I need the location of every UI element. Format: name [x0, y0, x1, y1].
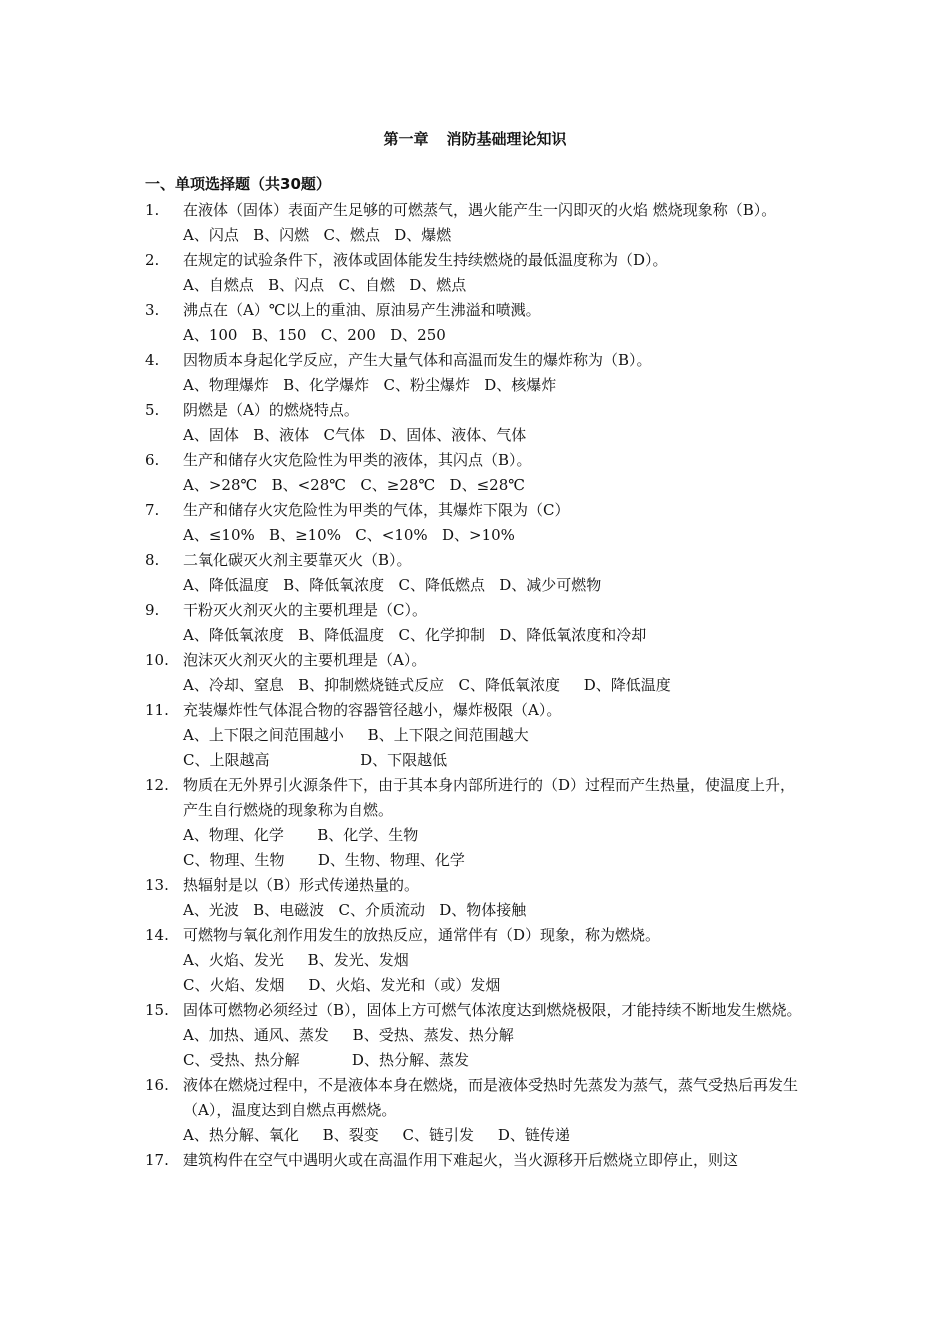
answer-options: C、受热、热分解 D、热分解、蒸发 — [183, 1051, 469, 1069]
question-item — [145, 248, 810, 298]
answer-options: C、火焰、发烟 D、火焰、发光和（或）发烟 — [183, 976, 501, 994]
question-number: 12. — [145, 776, 169, 794]
chapter-title: 消防基础理论知识 — [446, 130, 567, 148]
question-text: 因物质本身起化学反应，产生大量气体和高温而发生的爆炸称为（B）。 — [183, 351, 652, 369]
question-stem — [145, 298, 810, 323]
question-stem — [145, 1148, 810, 1173]
question-number: 7. — [145, 501, 160, 519]
question-text: 液体在燃烧过程中，不是液体本身在燃烧，而是液体受热时先蒸发为蒸气，蒸气受热后再发生（A），温度达到自燃点再燃烧。 — [183, 1076, 799, 1119]
question-stem — [145, 248, 810, 273]
answer-options: A、加热、通风、蒸发 B、受热、蒸发、热分解 — [183, 1026, 514, 1044]
question-text: 在液体（固体）表面产生足够的可燃蒸气，遇火能产生一闪即灭的火焰 燃烧现象称（B）。 — [183, 201, 777, 219]
answer-options: C、物理、生物 D、生物、物理、化学 — [183, 851, 465, 869]
question-item — [145, 1148, 810, 1173]
answer-options: A、降低温度 B、降低氧浓度 C、降低燃点 D、减少可燃物 — [183, 576, 602, 594]
question-stem — [145, 448, 810, 473]
question-item — [145, 548, 810, 598]
question-stem — [145, 498, 810, 523]
question-stem — [145, 923, 810, 948]
question-item — [145, 648, 810, 698]
question-text: 阴燃是（A）的燃烧特点。 — [183, 401, 359, 419]
question-text: 生产和储存火灾危险性为甲类的液体，其闪点（B）。 — [183, 451, 532, 469]
question-text: 可燃物与氧化剂作用发生的放热反应，通常伴有（D）现象，称为燃烧。 — [183, 926, 661, 944]
question-item — [145, 498, 810, 548]
answer-options: A、100 B、150 C、200 D、250 — [183, 326, 446, 344]
question-stem — [145, 698, 810, 723]
question-item — [145, 348, 810, 398]
question-text: 二氧化碳灭火剂主要靠灭火（B）。 — [183, 551, 412, 569]
question-number: 6. — [145, 451, 160, 469]
question-number: 11. — [145, 701, 169, 719]
answer-options: A、火焰、发光 B、发光、发烟 — [183, 951, 409, 969]
question-number: 5. — [145, 401, 160, 419]
section-heading: 一、单项选择题（共30题） — [145, 175, 331, 193]
answer-options: A、冷却、窒息 B、抑制燃烧链式反应 C、降低氧浓度 D、降低温度 — [183, 676, 671, 694]
question-stem — [145, 198, 810, 223]
question-stem — [145, 773, 810, 823]
question-stem — [145, 348, 810, 373]
question-text: 固体可燃物必须经过（B），固体上方可燃气体浓度达到燃烧极限，才能持续不断地发生燃烧。 — [183, 1001, 802, 1019]
question-stem — [145, 1073, 810, 1123]
question-item — [145, 448, 810, 498]
question-text: 充装爆炸性气体混合物的容器管径越小，爆炸极限（A）。 — [183, 701, 562, 719]
question-number: 9. — [145, 601, 160, 619]
answer-options: A、热分解、氧化 B、裂变 C、链引发 D、链传递 — [183, 1126, 570, 1144]
question-number: 16. — [145, 1076, 169, 1094]
question-stem — [145, 873, 810, 898]
answer-options: A、上下限之间范围越小 B、上下限之间范围越大 — [183, 726, 529, 744]
question-number: 8. — [145, 551, 160, 569]
question-number: 2. — [145, 251, 160, 269]
question-number: 4. — [145, 351, 160, 369]
question-item — [145, 398, 810, 448]
answer-options: A、≤10% B、≥10% C、<10% D、>10% — [183, 526, 515, 544]
answer-options: A、光波 B、电磁波 C、介质流动 D、物体接触 — [183, 901, 527, 919]
question-text: 建筑构件在空气中遇明火或在高温作用下难起火，当火源移开后燃烧立即停止，则这 — [183, 1151, 739, 1169]
chapter-number: 第一章 — [383, 130, 429, 148]
question-item — [145, 598, 810, 648]
question-item — [145, 773, 810, 873]
question-item — [145, 298, 810, 348]
question-text: 物质在无外界引火源条件下，由于其本身内部所进行的（D）过程而产生热量，使温度上升，产生自行燃烧的现象称为自燃。 — [183, 776, 796, 819]
question-stem — [145, 398, 810, 423]
question-stem — [145, 648, 810, 673]
question-text: 泡沫灭火剂灭火的主要机理是（A）。 — [183, 651, 427, 669]
question-number: 3. — [145, 301, 160, 319]
question-number: 1. — [145, 201, 160, 219]
question-number: 15. — [145, 1001, 169, 1019]
question-item — [145, 998, 810, 1073]
question-number: 13. — [145, 876, 169, 894]
question-text: 在规定的试验条件下，液体或固体能发生持续燃烧的最低温度称为（D）。 — [183, 251, 668, 269]
question-item — [145, 1073, 810, 1148]
answer-options: A、物理爆炸 B、化学爆炸 C、粉尘爆炸 D、核爆炸 — [183, 376, 557, 394]
question-stem — [145, 598, 810, 623]
question-text: 热辐射是以（B）形式传递热量的。 — [183, 876, 420, 894]
answer-options: A、固体 B、液体 C气体 D、固体、液体、气体 — [183, 426, 527, 444]
question-item — [145, 198, 810, 248]
question-text: 生产和储存火灾危险性为甲类的气体，其爆炸下限为（C） — [183, 501, 570, 519]
answer-options: A、>28℃ B、<28℃ C、≥28℃ D、≤28℃ — [183, 476, 526, 494]
question-number: 10. — [145, 651, 169, 669]
chapter-heading — [0, 128, 950, 149]
question-list — [145, 198, 810, 1173]
question-item — [145, 873, 810, 923]
question-item — [145, 698, 810, 773]
question-number: 14. — [145, 926, 169, 944]
answer-options: A、降低氧浓度 B、降低温度 C、化学抑制 D、降低氧浓度和冷却 — [183, 626, 647, 644]
question-text: 干粉灭火剂灭火的主要机理是（C）。 — [183, 601, 427, 619]
answer-options: A、自燃点 B、闪点 C、自燃 D、燃点 — [183, 276, 467, 294]
question-item — [145, 923, 810, 998]
question-text: 沸点在（A）℃以上的重油、原油易产生沸溢和喷溅。 — [183, 301, 541, 319]
question-number: 17. — [145, 1151, 169, 1169]
answer-options: A、物理、化学 B、化学、生物 — [183, 826, 419, 844]
question-stem — [145, 998, 810, 1023]
answer-options: A、闪点 B、闪燃 C、燃点 D、爆燃 — [183, 226, 452, 244]
answer-options: C、上限越高 D、下限越低 — [183, 751, 448, 769]
question-stem — [145, 548, 810, 573]
